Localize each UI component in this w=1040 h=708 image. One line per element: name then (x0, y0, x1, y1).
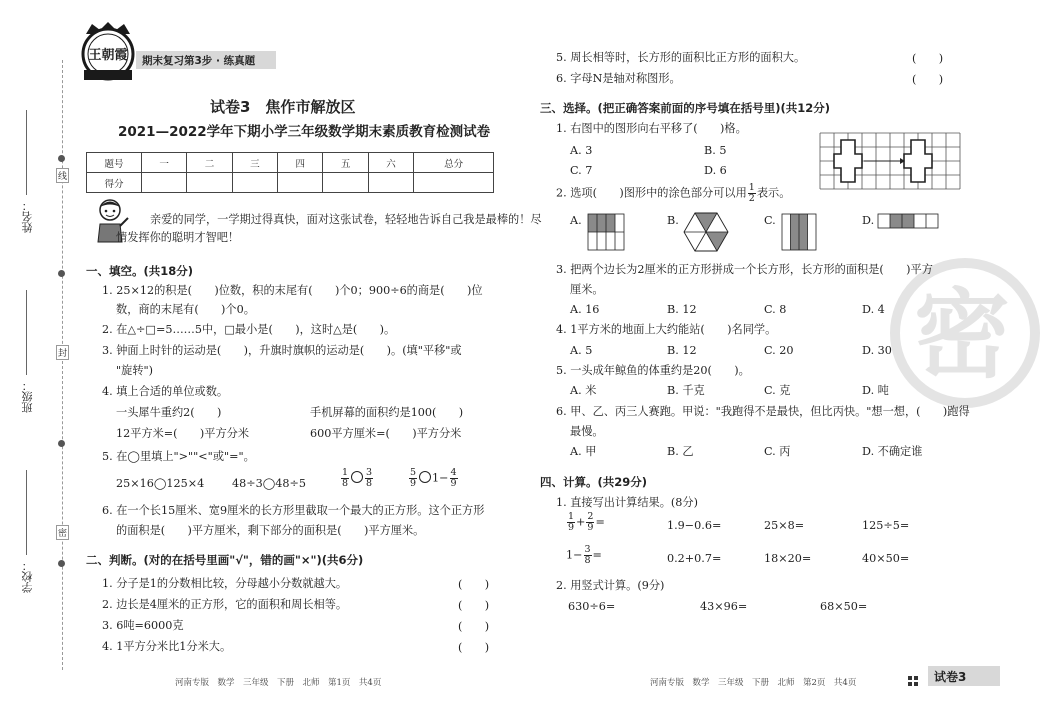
equals-sign: = (595, 515, 605, 529)
plus-sign: + (576, 515, 586, 529)
brand-logo (78, 20, 138, 84)
fraction-denominator: 2 (748, 193, 755, 204)
fraction-numerator: 4 (450, 467, 457, 478)
question-text: 3. 把两个边长为2厘米的正方形拼成一个长方形，长方形的面积是( )平方 (556, 263, 933, 276)
option[interactable]: A. 16 (570, 303, 600, 316)
compare-circle[interactable] (351, 471, 363, 483)
question-text: 1. 25×12的积是( )位数，积的末尾有( )个0；900÷6的商是( )位 (102, 284, 483, 297)
class-blank (26, 290, 27, 375)
question-text: 4. 1平方米的地面上大约能站( )名同学。 (556, 323, 777, 336)
question-text: 1. 右图中的图形向右平移了( )格。 (556, 122, 747, 135)
option[interactable]: B. (667, 214, 679, 227)
binding-dot (58, 155, 65, 162)
question-text: 5. 在◯里填上">""<"或"="。 (102, 450, 255, 463)
fraction (748, 183, 756, 204)
calc-item (566, 545, 602, 566)
score-input[interactable] (278, 173, 323, 193)
score-input[interactable] (232, 173, 277, 193)
fraction-denominator: 9 (450, 478, 457, 489)
minus-sign: − (573, 548, 583, 562)
question-text: 手机屏幕的面积约是100( ) (310, 406, 464, 419)
grid-dots-icon (908, 676, 918, 686)
option[interactable]: C. 克 (764, 384, 791, 397)
score-header-cell: 二 (187, 153, 232, 173)
option[interactable]: A. (570, 214, 582, 227)
school-label: 学校： (21, 560, 34, 593)
fraction-denominator: 9 (410, 478, 417, 489)
option[interactable]: C. 丙 (764, 445, 791, 458)
fraction-whole: 1 (566, 548, 574, 562)
score-input[interactable] (187, 173, 232, 193)
name-blank (26, 110, 27, 195)
option[interactable]: C. 8 (764, 303, 787, 316)
question-text: 6. 在一个长15厘米、宽9厘米的长方形里截取一个最大的正方形。这个正方形 (102, 504, 485, 517)
option[interactable]: A. 米 (570, 384, 597, 397)
score-header-cell: 六 (368, 153, 413, 173)
fraction (365, 468, 373, 489)
option[interactable]: D. 6 (704, 164, 727, 177)
option[interactable]: C. (764, 214, 776, 227)
option[interactable]: B. 12 (667, 344, 697, 357)
question-text: 12平方米=( )平方分米 (116, 427, 250, 440)
option-d-strip-shape (878, 214, 938, 228)
option[interactable]: A. 3 (570, 144, 593, 157)
corner-tab-dots (908, 671, 918, 681)
option[interactable]: C. 20 (764, 344, 794, 357)
fraction-numerator: 2 (587, 511, 594, 522)
compare-fraction-item (408, 468, 459, 489)
watermark-stamp (890, 258, 1040, 408)
option[interactable]: D. 30 (862, 344, 892, 357)
equals-sign: = (592, 548, 602, 562)
fraction-denominator: 8 (584, 555, 591, 566)
calc-item: 25×8= (764, 519, 805, 532)
option-b-hexagon-shape (684, 213, 728, 251)
calc-item: 40×50= (862, 552, 910, 565)
option[interactable]: D. 吨 (862, 384, 889, 397)
fraction (584, 545, 592, 566)
binding-dot (58, 560, 65, 567)
paper-subtitle: 2021—2022学年下期小学三年级数学期末素质教育检测试卷 (118, 124, 491, 140)
intro-text: 情发挥你的聪明才智吧！ (116, 231, 240, 244)
footer-left: 河南专版 数学 三年级 下册 北师 第1页 共4页 (175, 678, 382, 688)
fraction (586, 512, 594, 533)
option[interactable]: B. 乙 (667, 445, 694, 458)
score-row (87, 173, 494, 193)
answer-paren[interactable]: ( ) (458, 599, 490, 612)
score-header-cell: 五 (323, 153, 368, 173)
question-text: 6. 甲、乙、丙三人赛跑。甲说："我跑得不是最快，但比丙快。"想一想，( )跑得 (556, 405, 970, 418)
question-lead: 2. 选项( )图形中的涂色部分可以用 (556, 186, 747, 200)
option[interactable]: B. 5 (704, 144, 727, 157)
judge-item: 4. 1平方分米比1分米大。 (102, 640, 232, 653)
question-text: 数，商的末尾有( )个0。 (116, 303, 255, 316)
question-text: 5. 一头成年鲸鱼的体重约是20( )。 (556, 364, 750, 377)
fraction-numerator: 3 (584, 544, 591, 555)
question-text (556, 183, 790, 204)
score-input[interactable] (368, 173, 413, 193)
seal-char: 封 (56, 345, 69, 360)
question-tail: 表示。 (756, 186, 791, 200)
fraction-numerator: 1 (568, 511, 575, 522)
fraction-denominator: 8 (342, 478, 349, 489)
calc-item: 68×50= (820, 600, 868, 613)
fraction-denominator: 9 (587, 522, 594, 533)
score-header-cell: 三 (232, 153, 277, 173)
option[interactable]: D. 不确定谁 (862, 445, 923, 458)
name-label: 姓名： (21, 200, 34, 233)
answer-paren[interactable]: ( ) (912, 52, 944, 65)
judge-item: 3. 6吨=6000克 (102, 619, 184, 632)
question-text: 2. 用竖式计算。(9分) (556, 579, 665, 592)
fraction-numerator: 1 (342, 467, 349, 478)
calc-item: 18×20= (764, 552, 812, 565)
option[interactable]: D. 4 (862, 303, 885, 316)
question-text: 1. 直接写出计算结果。(8分) (556, 496, 698, 509)
score-input[interactable] (414, 173, 494, 193)
section-title: 三、选择。(把正确答案前面的序号填在括号里)(共12分) (540, 101, 831, 115)
score-row-label: 得分 (87, 173, 142, 193)
fraction-numerator: 1 (748, 182, 755, 193)
fraction-whole: 1 (432, 471, 440, 485)
fraction (567, 512, 575, 533)
option[interactable]: C. 7 (570, 164, 593, 177)
score-input[interactable] (142, 173, 187, 193)
answer-paren[interactable]: ( ) (912, 73, 944, 86)
fraction-numerator: 3 (366, 467, 373, 478)
option-c-stripes-shape (782, 214, 816, 250)
score-header-cell: 一 (142, 153, 187, 173)
watermark-char: 密 (914, 279, 1010, 391)
compare-circle[interactable] (419, 471, 431, 483)
compare-fraction-item (340, 468, 374, 489)
fraction (450, 468, 458, 489)
binding-line (62, 60, 63, 670)
score-header-cell: 总分 (414, 153, 494, 173)
score-input[interactable] (323, 173, 368, 193)
calc-item: 43×96= (700, 600, 748, 613)
answer-paren[interactable]: ( ) (458, 620, 490, 633)
score-header-cell: 题号 (87, 153, 142, 173)
score-header-cell: 四 (278, 153, 323, 173)
binding-dot (58, 270, 65, 277)
calc-item: 125÷5= (862, 519, 910, 532)
corner-tab-label: 试卷3 (934, 670, 967, 684)
section-title: 一、填空。(共18分) (86, 264, 194, 278)
minus-sign: − (439, 471, 449, 485)
question-text: 的面积是( )平方厘米，剩下部分的面积是( )平方厘米。 (116, 524, 425, 537)
fraction-numerator: 5 (410, 467, 417, 478)
question-text: 2. 在△÷□=5……5中，□最小是( )，这时△是( )。 (102, 323, 396, 336)
seal-char: 线 (56, 168, 69, 183)
calc-item (566, 512, 605, 533)
section-title: 四、计算。(共29分) (540, 475, 648, 489)
intro-text: 亲爱的同学，一学期过得真快，面对这张试卷，轻轻地告诉自己我是最棒的！尽 (150, 213, 542, 226)
class-label: 班级： (21, 380, 34, 413)
calc-item: 0.2+0.7= (667, 552, 722, 565)
judge-item: 5. 周长相等时，长方形的面积比正方形的面积大。 (556, 51, 806, 64)
question-text: 600平方厘米=( )平方分米 (310, 427, 462, 440)
question-text: 最慢。 (570, 425, 604, 438)
compare-item: 25×16◯125×4 (116, 477, 205, 490)
fraction-denominator: 8 (366, 478, 373, 489)
footer-right: 河南专版 数学 三年级 下册 北师 第2页 共4页 (650, 678, 857, 688)
calc-item: 1.9−0.6= (667, 519, 722, 532)
question-text: 4. 填上合适的单位或数。 (102, 385, 229, 398)
step-label: 期末复习第3步 · 练真题 (142, 55, 256, 67)
compare-item: 48÷3◯48÷5 (232, 477, 306, 490)
option[interactable]: D. (862, 214, 875, 227)
answer-paren[interactable]: ( ) (458, 578, 490, 591)
brand-name: 王朝霞 (88, 48, 128, 63)
option-a-grid-shape (588, 214, 624, 250)
judge-item: 6. 字母N是轴对称图形。 (556, 72, 681, 85)
score-table (86, 152, 494, 193)
question-text: 厘米。 (570, 283, 604, 296)
seal-char: 密 (56, 525, 69, 540)
score-header-row (87, 153, 494, 173)
paper-title: 试卷3 焦作市解放区 (210, 98, 356, 116)
option[interactable]: A. 5 (570, 344, 593, 357)
question-text: "旋转") (116, 364, 154, 377)
binding-dot (58, 440, 65, 447)
answer-paren[interactable]: ( ) (458, 641, 490, 654)
school-blank (26, 470, 27, 555)
judge-item: 1. 分子是1的分数相比较，分母越小分数就越大。 (102, 577, 348, 590)
fraction-denominator: 9 (568, 522, 575, 533)
binding-strip (0, 0, 72, 708)
question-text: 3. 钟面上时针的运动是( )，升旗时旗帜的运动是( )。(填"平移"或 (102, 344, 462, 357)
section-title: 二、判断。(对的在括号里画"√"，错的画"×")(共6分) (86, 553, 364, 567)
judge-item: 2. 边长是4厘米的正方形，它的面积和周长相等。 (102, 598, 348, 611)
fraction (409, 468, 417, 489)
translation-grid-figure (820, 133, 960, 189)
fraction (341, 468, 349, 489)
option[interactable]: B. 千克 (667, 384, 705, 397)
option[interactable]: A. 甲 (570, 445, 597, 458)
calc-item: 630÷6= (568, 600, 616, 613)
option[interactable]: B. 12 (667, 303, 697, 316)
question-text: 一头犀牛重约2( ) (116, 406, 222, 419)
